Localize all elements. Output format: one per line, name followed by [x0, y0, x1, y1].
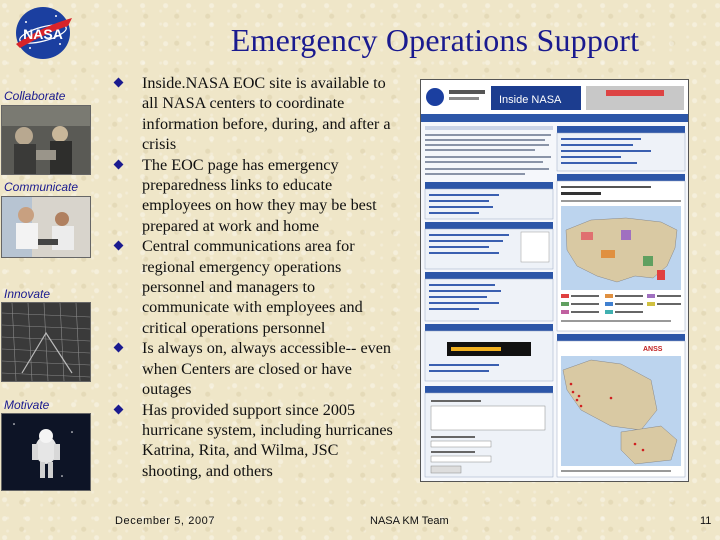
footer-team: NASA KM Team — [370, 515, 449, 527]
bullet-list — [114, 73, 396, 481]
inside-nasa-banner-text: Inside NASA — [499, 94, 562, 106]
sidebar-label-collaborate: Collaborate — [4, 89, 66, 103]
slide-title: Emergency Operations Support — [230, 22, 640, 58]
sidebar-label-communicate: Communicate — [4, 180, 79, 194]
diamond-bullet-icon — [114, 78, 124, 88]
nasa-logo — [8, 4, 78, 62]
bullet-item: The EOC page has emergency preparedness links to educate employees on how they may be best prepared at work and home — [114, 155, 396, 237]
sidebar-label-motivate: Motivate — [4, 398, 50, 412]
diamond-bullet-icon — [114, 343, 124, 353]
bullet-item: Has provided support since 2005 hurricane system, including hurricanes Katrina, Rita, and Wilma, JSC shooting, and others — [114, 400, 396, 482]
sidebar-label-innovate: Innovate — [4, 287, 51, 301]
nasa-logo-text: NASA — [23, 26, 63, 42]
innovate-image — [1, 302, 91, 382]
diamond-bullet-icon — [114, 241, 124, 251]
bullet-item: Inside.NASA EOC site is available to all NASA centers to coordinate information before, during, and after a crisis — [114, 73, 396, 155]
svg-text:ANSS: ANSS — [643, 346, 663, 353]
bullet-item: Is always on, always accessible-- even when Centers are closed or have outages — [114, 338, 396, 399]
inside-nasa-eoc-screenshot — [420, 79, 689, 482]
footer-date: December 5, 2007 — [115, 515, 216, 527]
diamond-bullet-icon — [114, 159, 124, 169]
collaborate-photo — [1, 105, 91, 175]
motivate-photo — [1, 413, 91, 491]
slide-number: 11 — [700, 515, 712, 527]
communicate-photo — [1, 196, 91, 258]
bullet-item: Central communications area for regional emergency operations personnel and managers to communicate with employees and critical operations personnel — [114, 236, 396, 338]
mini-nasa-logo-icon — [426, 88, 444, 106]
diamond-bullet-icon — [114, 404, 124, 414]
